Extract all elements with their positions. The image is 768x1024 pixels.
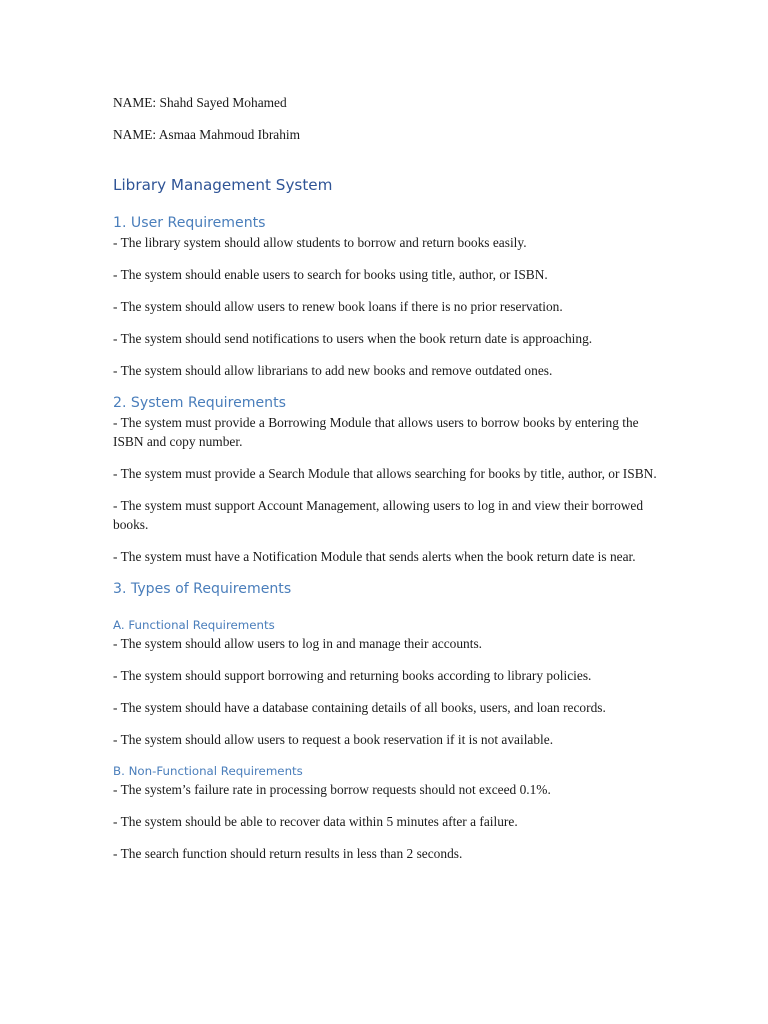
list-item: - The system must provide a Search Module that allows searching for books by title, author, or ISBN. xyxy=(113,466,657,481)
system-requirements-list xyxy=(113,413,661,566)
document-page xyxy=(113,93,661,876)
list-item: - The system should enable users to search for books using title, author, or ISBN. xyxy=(113,267,548,282)
user-requirements-section xyxy=(113,213,661,380)
list-item: - The system must support Account Management, allowing users to log in and view their borrowed books. xyxy=(113,498,644,532)
functional-requirements-heading: A. Functional Requirements xyxy=(113,618,275,632)
non-functional-requirements-list xyxy=(113,780,661,863)
system-requirements-heading: 2. System Requirements xyxy=(113,395,286,411)
list-item: - The search function should return results in less than 2 seconds. xyxy=(113,846,463,861)
types-of-requirements-heading: 3. Types of Requirements xyxy=(113,581,292,597)
list-item: - The system should allow librarians to add new books and remove outdated ones. xyxy=(113,363,553,378)
author-name-2: NAME: Asmaa Mahmoud Ibrahim xyxy=(113,127,301,142)
types-of-requirements-section xyxy=(113,579,661,863)
list-item: - The system should send notifications to users when the book return date is approaching. xyxy=(113,331,593,346)
non-functional-requirements-heading: B. Non-Functional Requirements xyxy=(113,764,303,778)
list-item: - The system should support borrowing and returning books according to library policies. xyxy=(113,668,592,683)
list-item: - The system must provide a Borrowing Module that allows users to borrow books by entering the ISBN and copy number. xyxy=(113,415,639,449)
document-title: Library Management System xyxy=(113,176,333,194)
list-item: - The system should allow users to renew book loans if there is no prior reservation. xyxy=(113,299,563,314)
system-requirements-section xyxy=(113,393,661,566)
list-item: - The system should allow users to request a book reservation if it is not available. xyxy=(113,732,554,747)
list-item: - The library system should allow students to borrow and return books easily. xyxy=(113,235,527,250)
functional-requirements-list xyxy=(113,634,661,749)
list-item: - The system should be able to recover data within 5 minutes after a failure. xyxy=(113,814,518,829)
list-item: - The system should have a database containing details of all books, users, and loan records. xyxy=(113,700,606,715)
author-name-1: NAME: Shahd Sayed Mohamed xyxy=(113,95,287,110)
list-item: - The system should allow users to log in and manage their accounts. xyxy=(113,636,483,651)
list-item: - The system’s failure rate in processing borrow requests should not exceed 0.1%. xyxy=(113,782,551,797)
user-requirements-list xyxy=(113,233,661,380)
user-requirements-heading: 1. User Requirements xyxy=(113,215,266,231)
list-item: - The system must have a Notification Module that sends alerts when the book return date is near. xyxy=(113,549,636,564)
